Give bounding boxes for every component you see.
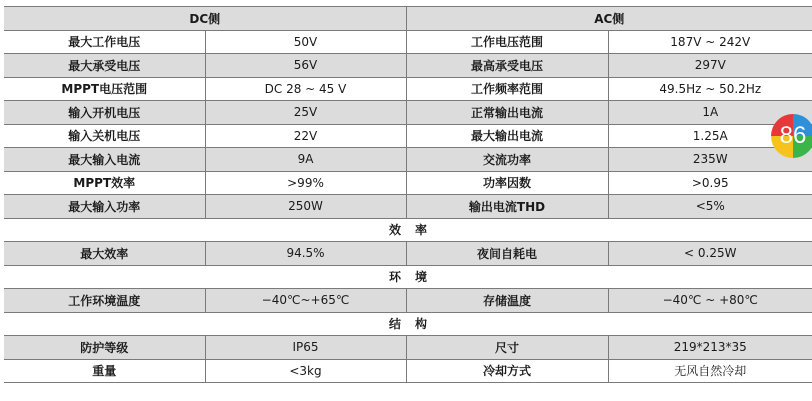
table-row <box>4 77 812 101</box>
param-label: 存储温度 <box>406 289 608 313</box>
param-value: −40℃~+65℃ <box>205 289 406 313</box>
structure-section-title: 结构 <box>4 312 812 336</box>
badge-label: 86 <box>779 122 807 149</box>
dc-param-value: 9A <box>205 148 406 172</box>
param-value: 219*213*35 <box>608 336 812 360</box>
floating-badge-icon[interactable] <box>771 114 812 158</box>
param-label: 防护等级 <box>4 336 205 360</box>
dc-param-label: MPPT电压范围 <box>4 77 205 101</box>
table-row <box>4 30 812 54</box>
dc-param-label: 最大工作电压 <box>4 30 205 54</box>
table-row <box>4 195 812 219</box>
ac-param-label: 工作频率范围 <box>406 77 608 101</box>
table-row <box>4 148 812 172</box>
table-row <box>4 289 812 313</box>
dc-param-value: DC 28 ~ 45 V <box>205 77 406 101</box>
dc-param-label: MPPT效率 <box>4 171 205 195</box>
dc-param-label: 最大承受电压 <box>4 54 205 78</box>
ac-side-header: AC侧 <box>406 7 812 31</box>
ac-param-label: 功率因数 <box>406 171 608 195</box>
ac-param-label: 最高承受电压 <box>406 54 608 78</box>
table-header-row <box>4 7 812 31</box>
param-label: 重量 <box>4 359 205 383</box>
efficiency-section-title: 效率 <box>4 218 812 242</box>
param-label: 最大效率 <box>4 242 205 266</box>
param-label: 夜间自耗电 <box>406 242 608 266</box>
dc-param-value: 250W <box>205 195 406 219</box>
ac-param-label: 最大输出电流 <box>406 124 608 148</box>
param-value: 94.5% <box>205 242 406 266</box>
ac-param-value: >0.95 <box>608 171 812 195</box>
ac-param-label: 交流功率 <box>406 148 608 172</box>
table-row <box>4 124 812 148</box>
dc-side-header: DC侧 <box>4 7 406 31</box>
ac-param-label: 工作电压范围 <box>406 30 608 54</box>
ac-param-value: 1.25A <box>608 124 812 148</box>
dc-param-value: 22V <box>205 124 406 148</box>
section-header-row <box>4 265 812 289</box>
spec-table <box>4 6 812 383</box>
ac-param-label: 正常输出电流 <box>406 101 608 125</box>
dc-param-value: >99% <box>205 171 406 195</box>
dc-param-label: 最大输入功率 <box>4 195 205 219</box>
param-label: 冷却方式 <box>406 359 608 383</box>
table-row <box>4 336 812 360</box>
param-value: 无风自然冷却 <box>608 359 812 383</box>
param-label: 尺寸 <box>406 336 608 360</box>
dc-param-label: 输入开机电压 <box>4 101 205 125</box>
ac-param-value: 297V <box>608 54 812 78</box>
dc-param-label: 输入关机电压 <box>4 124 205 148</box>
table-row <box>4 359 812 383</box>
dc-param-label: 最大输入电流 <box>4 148 205 172</box>
ac-param-value: 1A <box>608 101 812 125</box>
table-row <box>4 171 812 195</box>
ac-param-value: 49.5Hz ~ 50.2Hz <box>608 77 812 101</box>
param-value: IP65 <box>205 336 406 360</box>
ac-param-value: <5% <box>608 195 812 219</box>
section-header-row <box>4 312 812 336</box>
dc-param-value: 50V <box>205 30 406 54</box>
param-value: −40℃ ~ +80℃ <box>608 289 812 313</box>
ac-param-value: 187V ~ 242V <box>608 30 812 54</box>
section-header-row <box>4 218 812 242</box>
dc-param-value: 56V <box>205 54 406 78</box>
ac-param-value: 235W <box>608 148 812 172</box>
table-row <box>4 54 812 78</box>
environment-section-title: 环境 <box>4 265 812 289</box>
ac-param-label: 输出电流THD <box>406 195 608 219</box>
table-row <box>4 242 812 266</box>
param-label: 工作环境温度 <box>4 289 205 313</box>
table-row <box>4 101 812 125</box>
param-value: <3kg <box>205 359 406 383</box>
param-value: < 0.25W <box>608 242 812 266</box>
dc-param-value: 25V <box>205 101 406 125</box>
